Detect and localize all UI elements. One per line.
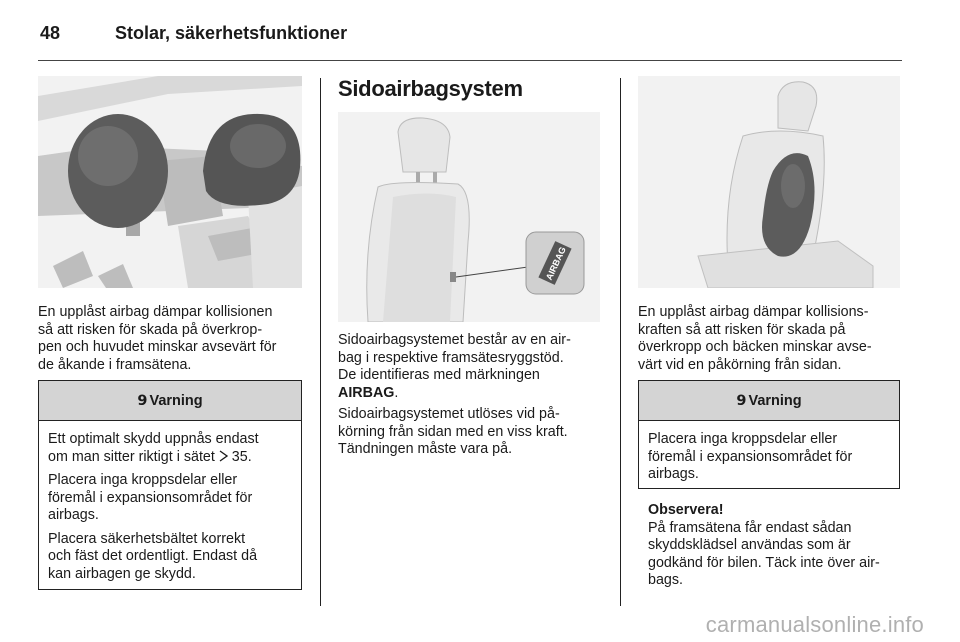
warning-title: Varning <box>149 392 203 409</box>
text-line: kan airbagen ge skydd. <box>48 565 196 582</box>
text-line: En upplåst airbag dämpar kollisionen <box>38 304 273 320</box>
text-line: och fäst det ordentligt. Endast då <box>48 548 258 564</box>
text-line: de åkande i framsätena. <box>38 356 192 373</box>
text-line: Placera inga kroppsdelar eller <box>48 472 238 488</box>
text-line: pen och huvudet minskar avsevärt för <box>38 339 277 355</box>
warning-body <box>39 421 301 583</box>
front-airbags-illustration <box>38 76 302 288</box>
warning-header <box>39 381 301 421</box>
section-title: Sidoairbagsystem <box>338 76 523 101</box>
text-line: Placera inga kroppsdelar eller <box>648 431 838 447</box>
arrow-ref-icon <box>219 449 228 467</box>
warning-box-right <box>638 380 900 489</box>
page-reference: 35. <box>227 448 252 465</box>
note-title: Observera! <box>648 502 724 518</box>
text-line: kraften så att risken för skada på <box>638 321 846 338</box>
text-line: värt vid en påkörning från sidan. <box>638 356 842 373</box>
text-line: . <box>394 384 399 401</box>
left-intro-text <box>38 304 308 374</box>
column-divider-left <box>320 78 321 606</box>
text-line: Sidoairbagsystemet består av en air- <box>338 332 571 348</box>
warning-triangle-icon: 9 <box>736 392 747 409</box>
text-line: På framsätena får endast sådan <box>648 519 852 536</box>
middle-text <box>338 332 610 459</box>
text-line: bag i respektive framsätesryggstöd. <box>338 349 564 366</box>
text-line: föremål i expansionsområdet för <box>648 448 853 465</box>
watermark: carmanualsonline.info <box>705 612 924 637</box>
text-line: Placera säkerhetsbältet korrekt <box>48 530 246 547</box>
page-header <box>40 20 347 46</box>
page-title: Stolar, säkerhetsfunktioner <box>115 22 348 43</box>
header-divider <box>38 60 902 61</box>
text-line: skyddsklädsel användas som är <box>648 537 851 553</box>
seat-airbag-label-illustration <box>338 112 600 322</box>
column-divider-right <box>620 78 621 606</box>
text-line: De identifieras med märkningen <box>338 367 540 383</box>
text-line: körning från sidan med en viss kraft. <box>338 423 568 440</box>
right-intro-text <box>638 304 908 374</box>
text-line: En upplåst airbag dämpar kollisions- <box>638 304 869 320</box>
text-line: Sidoairbagsystemet utlöses vid på- <box>338 406 560 422</box>
airbag-marking: AIRBAG <box>338 384 395 401</box>
text-line: överkropp och bäcken minskar avse- <box>638 339 872 355</box>
text-line: Ett optimalt skydd uppnås endast <box>48 431 259 447</box>
page-number: 48 <box>40 22 61 43</box>
text-line: föremål i expansionsområdet för <box>48 489 253 506</box>
warning-header <box>639 381 899 421</box>
warning-body <box>639 421 899 484</box>
text-line: bags. <box>648 572 683 588</box>
text-line: godkänd för bilen. Täck inte över air- <box>648 554 880 571</box>
side-airbag-drawing <box>638 76 900 288</box>
side-airbag-illustration <box>638 76 900 288</box>
seat-label-drawing <box>338 112 600 322</box>
text-line: Tändningen måste vara på. <box>338 441 513 457</box>
text-line: airbags. <box>48 507 99 523</box>
seat-airbag-label: AIRBAG <box>543 245 568 282</box>
front-airbags-drawing <box>38 76 302 288</box>
note-block <box>648 502 908 590</box>
warning-title: Varning <box>748 392 802 409</box>
text-line: airbags. <box>648 466 699 482</box>
warning-triangle-icon: 9 <box>137 392 148 409</box>
warning-box-left <box>38 380 302 590</box>
text-line: så att risken för skada på överkrop- <box>38 321 263 338</box>
text-line: om man sitter riktigt i sätet <box>48 448 219 465</box>
